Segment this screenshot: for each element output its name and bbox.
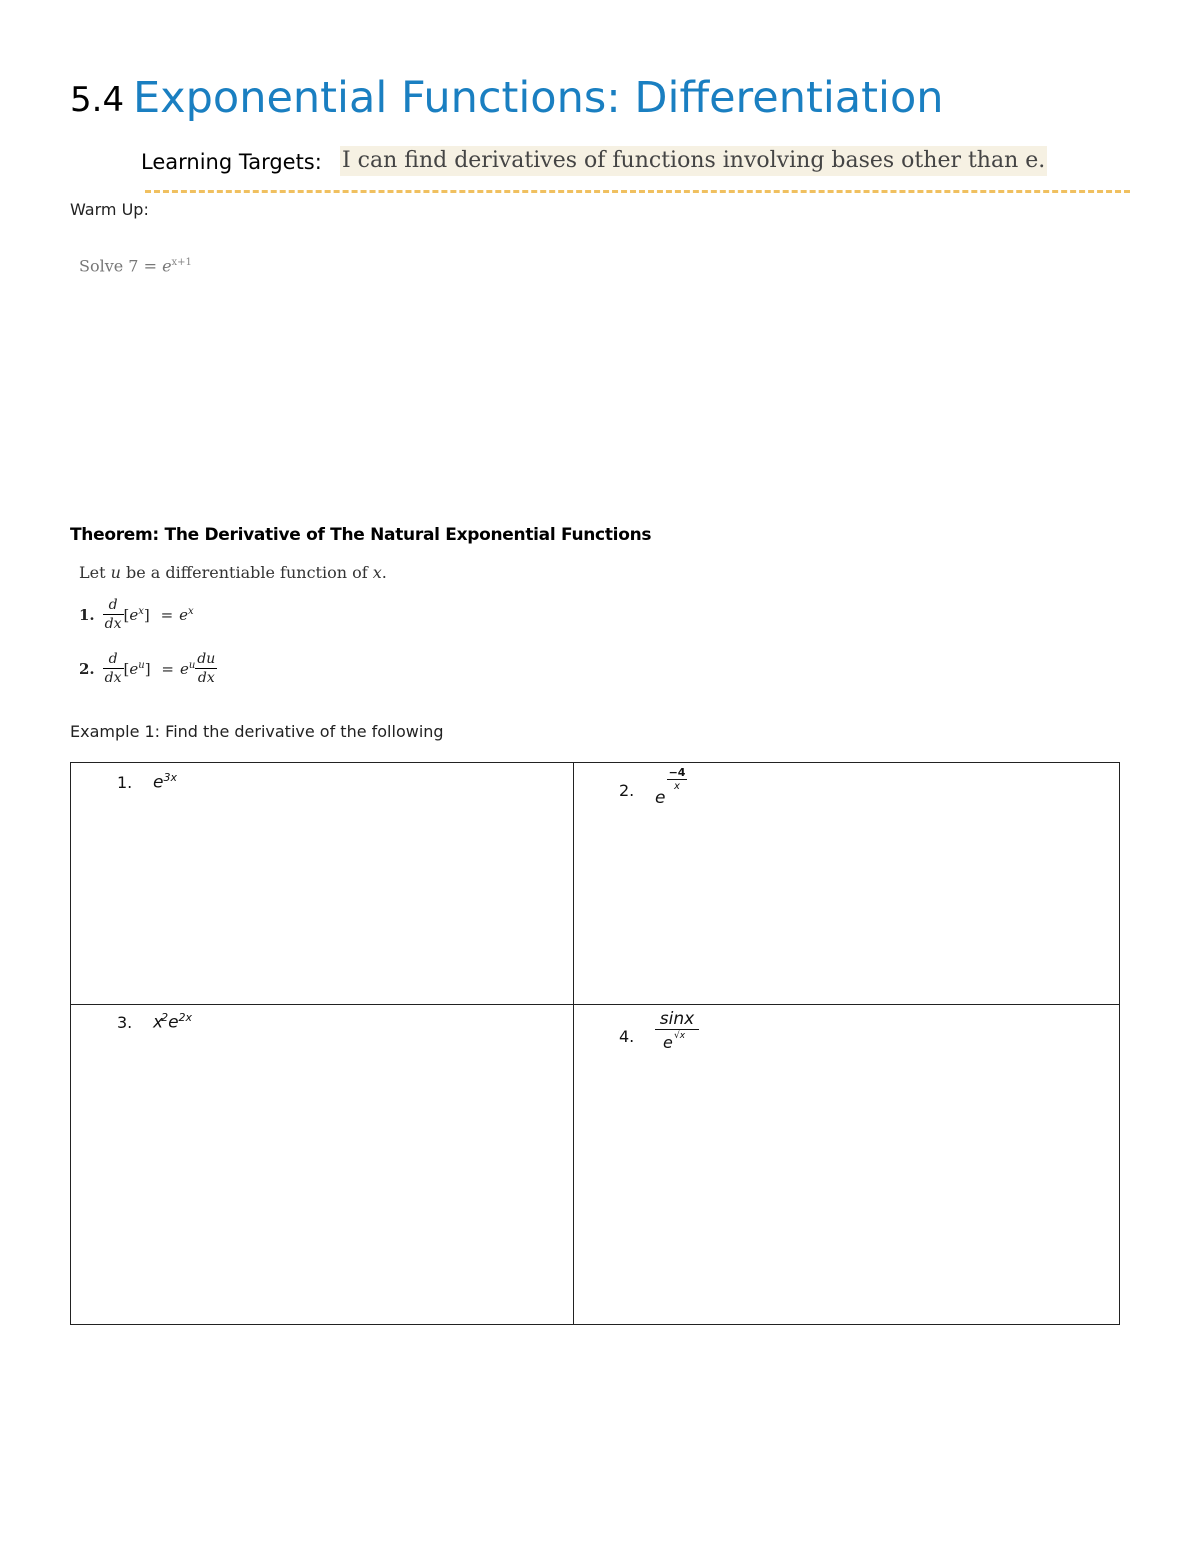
theorem-intro-text: . [381,563,387,582]
theorem-formula-1: 1. $\frac{d}{dx}$ $[e^x] = e^x$ [79,597,194,632]
derivative-operator: $\frac{d}{dx}$ [104,651,122,686]
derivative-operator: $\frac{d}{dx}$ [104,597,122,632]
theorem-intro [79,563,387,583]
learning-targets-text: I can find derivatives of functions involving bases other than e. [340,146,1047,176]
problem-4-expression: sinx e √x [655,1009,701,1061]
problem-2-expression: e −4 x [655,766,686,808]
learning-targets-label: Learning Targets: [141,150,322,174]
problem-1-number: 1. [117,773,133,792]
problem-3-expression: $x^2e^{2x}$ [153,1011,193,1033]
theorem-intro-text: be a differentiable function of [120,563,373,582]
theorem-intro-text: Let [79,563,111,582]
theorem-intro-x: x [372,563,382,582]
problem-4-number: 4. [619,1027,635,1046]
problem-3-number: 3. [117,1013,133,1032]
du-dx-fraction: $\frac{du}{dx}$ [197,651,216,686]
section-number: 5.4 [70,80,125,120]
warm-up-exponent: x+1 [171,257,192,268]
warm-up-problem [79,252,192,277]
table-divider-horizontal [71,1004,1119,1005]
table-divider-vertical [573,763,574,1324]
formula-number: 2. [79,659,95,678]
theorem-intro-var: u [110,563,121,582]
theorem-heading: Theorem: The Derivative of The Natural Exponential Functions [70,525,652,545]
problem-1-expression: $e^{3x}$ [153,771,177,793]
page-title: Exponential Functions: Differentiation [133,73,944,123]
dashed-divider [145,190,1130,193]
theorem-formula-2: 2. $\frac{d}{dx}$ $[e^u] = e^u$ $\frac{du}{dx}$ [79,651,216,686]
warm-up-prefix: Solve 7 = [79,256,163,276]
warm-up-base: e [162,256,172,276]
warm-up-label: Warm Up: [70,200,149,219]
problem-2-number: 2. [619,781,635,800]
example-table [70,762,1120,1325]
example-1-label: Example 1: Find the derivative of the following [70,722,444,741]
formula-number: 1. [79,605,95,624]
